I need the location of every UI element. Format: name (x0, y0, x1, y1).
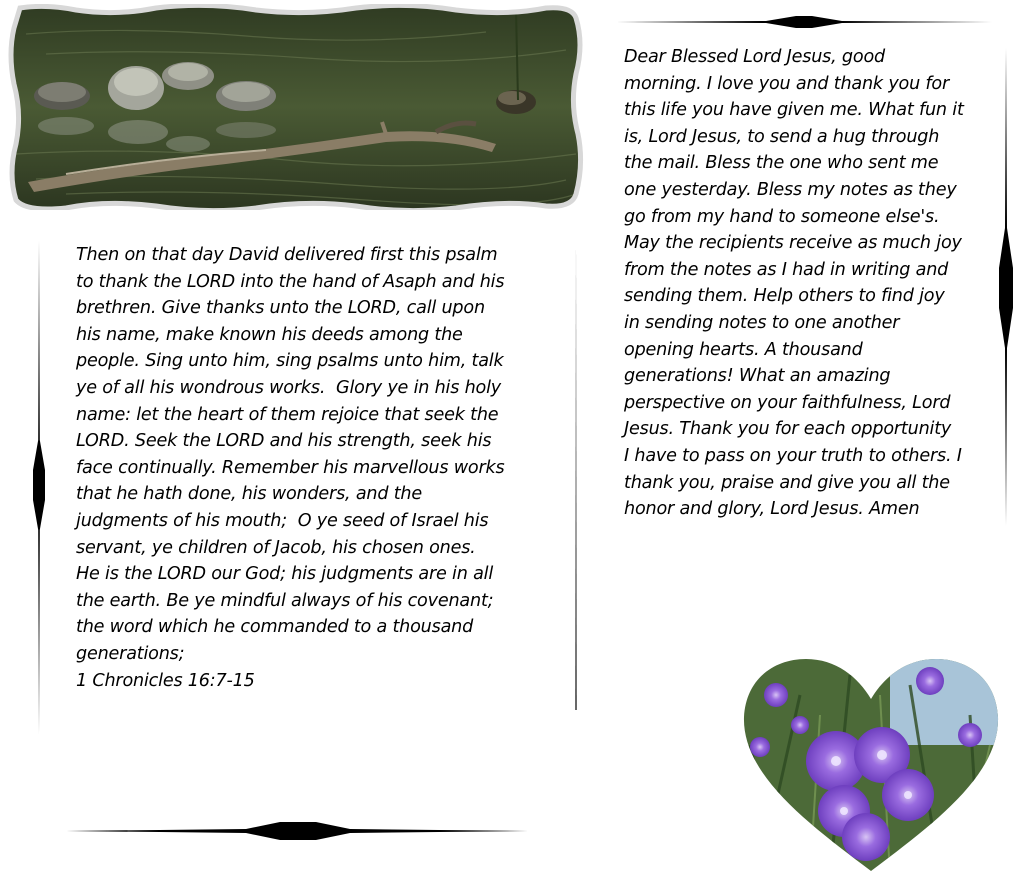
scripture-line: judgments of his mouth; O ye seed of Israel his (76, 510, 489, 531)
scripture-line: He is the LORD our God; his judgments are in all (76, 564, 494, 585)
prayer-line: thank you, praise and give you all the (624, 472, 950, 493)
prayer-line: honor and glory, Lord Jesus. Amen (624, 499, 920, 520)
prayer-line: May the recipients receive as much joy (624, 233, 962, 254)
prayer-line: this life you have given me. What fun it (624, 100, 964, 121)
prayer-line: go from my hand to someone else's. (624, 206, 940, 227)
scripture-line: generations; (76, 643, 185, 664)
prayer-line: in sending notes to one another (624, 312, 900, 333)
scripture-line: LORD. Seek the LORD and his strength, seek his (76, 431, 492, 452)
prayer-line: from the notes as I had in writing and (624, 259, 949, 280)
scripture-passage (76, 242, 556, 694)
prayer-line: sending them. Help others to find joy (624, 286, 945, 307)
prayer-line: one yesterday. Bless my notes as they (624, 179, 957, 200)
prayer-line: I have to pass on your truth to others. I (624, 445, 962, 466)
scripture-line: that he hath done, his wonders, and the (76, 484, 422, 505)
prayer-line: the mail. Bless the one who sent me (624, 153, 939, 174)
scripture-line: servant, ye children of Jacob, his chosen ones. (76, 537, 476, 558)
scripture-line: ye of all his wondrous works. Glory ye in his holy (76, 377, 502, 398)
ornamental-rule-bottom (66, 820, 528, 842)
prayer-line: perspective on your faithfulness, Lord (624, 392, 951, 413)
scripture-line: face continually. Remember his marvellous works (76, 457, 505, 478)
scripture-line: people. Sing unto him, sing psalms unto him, talk (76, 351, 504, 372)
ornamental-rule-top (616, 14, 992, 30)
prayer-line: Dear Blessed Lord Jesus, good (624, 47, 885, 67)
prayer-line: morning. I love you and thank you for (624, 73, 950, 94)
turtles-photo (6, 4, 584, 210)
scripture-line: Then on that day David delivered first this psalm (76, 245, 498, 265)
scripture-line: his name, make known his deeds among the (76, 324, 463, 345)
scripture-line: brethren. Give thanks unto the LORD, call upon (76, 298, 485, 319)
ornamental-rule-inner (570, 240, 582, 710)
scripture-line: the word which he commanded to a thousand (76, 617, 474, 638)
scripture-line: name: let the heart of them rejoice that seek the (76, 404, 499, 425)
prayer-line: opening hearts. A thousand (624, 339, 863, 360)
prayer-line: generations! What an amazing (624, 366, 891, 387)
ornamental-rule-right (996, 48, 1016, 526)
prayer-line: is, Lord Jesus, to send a hug through (624, 126, 940, 147)
heart-flower-photo (740, 655, 1002, 875)
ornamental-rule-left (30, 240, 48, 734)
scripture-line: 1 Chronicles 16:7-15 (76, 670, 255, 691)
prayer-line: Jesus. Thank you for each opportunity (624, 419, 952, 440)
scripture-line: to thank the LORD into the hand of Asaph and his (76, 271, 505, 292)
prayer-text (624, 44, 996, 523)
scripture-line: the earth. Be ye mindful always of his covenant; (76, 590, 494, 611)
